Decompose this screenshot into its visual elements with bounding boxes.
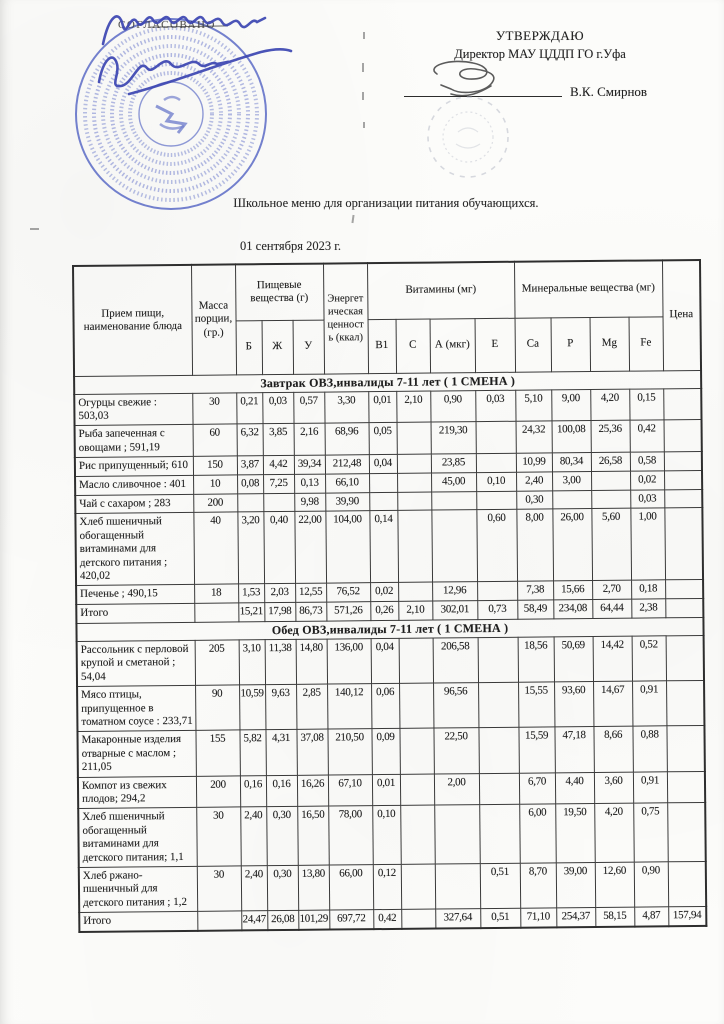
value-cell: 0,01 — [372, 774, 400, 806]
value-cell: 9,00 — [551, 389, 590, 421]
value-cell: 2,38 — [631, 599, 665, 618]
table-row — [78, 803, 706, 868]
value-cell: 0,42 — [373, 910, 401, 930]
value-cell: 0,57 — [293, 392, 324, 424]
col-header-vitamin-a: А (мкг) — [430, 318, 476, 372]
value-cell: 13,80 — [298, 865, 329, 911]
value-cell: 200 — [193, 494, 237, 513]
section-title: Завтрак ОВЗ,инвалиды 7-11 лет ( 1 СМЕНА ) — [74, 370, 701, 394]
table-row — [79, 861, 706, 912]
value-cell — [399, 683, 433, 729]
value-cell — [478, 682, 518, 728]
value-cell: 4,42 — [263, 456, 294, 475]
value-cell: 2,40 — [241, 866, 267, 911]
value-cell: 12,55 — [295, 583, 326, 602]
value-cell: 14,80 — [296, 639, 327, 685]
value-cell: 0,30 — [267, 865, 298, 911]
dish-name-cell: Хлеб ржано-пшеничный для детского питания ; 1,2 — [79, 866, 197, 912]
value-cell: 0,75 — [633, 803, 668, 862]
table-row — [77, 681, 704, 732]
value-cell: 40 — [193, 512, 238, 584]
value-cell: 0,04 — [371, 638, 399, 683]
value-cell: 58,49 — [517, 600, 553, 619]
value-cell: 24,47 — [241, 911, 267, 930]
value-cell: 155 — [195, 730, 239, 776]
table-row — [77, 635, 704, 686]
col-group-minerals: Минеральные вещества (мг) — [514, 260, 663, 317]
value-cell: 93,60 — [554, 682, 593, 728]
value-cell: 697,72 — [329, 910, 373, 930]
value-cell — [664, 508, 703, 580]
value-cell — [666, 681, 704, 727]
value-cell — [399, 728, 433, 774]
scan-speck — [363, 122, 365, 128]
col-header-phosphorus: P — [551, 317, 591, 371]
value-cell: 0,26 — [370, 602, 398, 621]
value-cell: 2,00 — [434, 773, 479, 805]
value-cell: 9,63 — [265, 684, 296, 730]
faint-round-stamp-icon — [422, 92, 514, 184]
value-cell: 16,26 — [297, 775, 328, 807]
value-cell: 9,98 — [294, 493, 325, 512]
value-cell — [477, 582, 517, 601]
value-cell: 150 — [193, 456, 237, 475]
col-header-vitamin-c: С — [396, 319, 431, 373]
value-cell: 0,88 — [633, 726, 667, 772]
dish-name-cell: Хлеб пшеничный обогащенный витаминами для детского питания; 1,1 — [78, 808, 197, 868]
value-cell: 10,99 — [516, 453, 552, 472]
dish-name-cell: Итого — [79, 912, 197, 932]
value-cell: 205 — [195, 640, 239, 686]
col-header-iron: Fe — [629, 316, 664, 370]
value-cell: 25,36 — [591, 420, 630, 452]
value-cell: 15,55 — [518, 682, 554, 728]
dish-name-cell: Итого — [76, 603, 194, 623]
value-cell — [435, 864, 480, 910]
value-cell — [397, 510, 432, 582]
value-cell: 8,70 — [520, 863, 556, 909]
value-cell — [263, 493, 294, 512]
value-cell — [664, 452, 702, 471]
value-cell: 2,85 — [296, 684, 327, 730]
value-cell: 4,20 — [590, 389, 629, 421]
value-cell: 7,38 — [517, 581, 553, 600]
value-cell: 2,03 — [264, 584, 295, 603]
col-header-magnesium: Mg — [590, 317, 630, 371]
value-cell: 0,02 — [630, 471, 664, 490]
value-cell: 140,12 — [327, 684, 371, 730]
dish-name-cell: Рис припущенный; 610 — [75, 456, 193, 476]
value-cell: 219,30 — [431, 422, 476, 454]
section-title: Обед ОВЗ,инвалиды 7-11 лет ( 1 СМЕНА ) — [76, 617, 703, 641]
value-cell: 80,34 — [552, 453, 591, 472]
table-row — [77, 726, 704, 777]
value-cell — [401, 864, 435, 910]
value-cell: 101,29 — [298, 910, 329, 930]
value-cell: 7,25 — [263, 474, 294, 493]
value-cell: 76,52 — [326, 583, 370, 602]
value-cell: 0,01 — [368, 391, 396, 423]
value-cell: 18,56 — [518, 637, 554, 683]
value-cell — [591, 490, 630, 509]
col-header-meal: Прием пищи, наименование блюда — [73, 265, 192, 376]
value-cell — [431, 491, 476, 510]
value-cell: 210,50 — [327, 729, 371, 775]
value-cell — [400, 774, 434, 806]
value-cell: 11,38 — [265, 639, 296, 685]
value-cell: 0,51 — [480, 863, 520, 909]
approve-director-line: Директор МАУ ЦДДП ГО г.Уфа — [454, 47, 626, 61]
value-cell: 17,98 — [264, 603, 295, 622]
value-cell: 23,85 — [431, 454, 476, 473]
value-cell: 0,58 — [630, 452, 664, 471]
value-cell — [398, 582, 432, 601]
value-cell: 212,48 — [325, 455, 369, 474]
value-cell — [667, 726, 705, 772]
value-cell — [663, 388, 701, 420]
value-cell: 60 — [193, 424, 237, 456]
value-cell — [434, 805, 480, 864]
col-header-mass: Масса порции, (гр.) — [191, 264, 236, 374]
value-cell: 12,60 — [595, 862, 634, 908]
value-cell — [479, 773, 519, 805]
value-cell: 0,02 — [370, 583, 398, 602]
col-header-energy: Энергетическая ценность (ккал) — [323, 263, 368, 373]
value-cell: 39,00 — [556, 863, 595, 909]
value-cell — [401, 909, 435, 929]
value-cell: 3,20 — [237, 512, 264, 584]
scan-speck — [362, 63, 364, 72]
dish-name-cell: Хлеб пшеничный обогащенный витаминами для детского питания ; 420,02 — [75, 513, 194, 586]
value-cell: 5,60 — [591, 509, 631, 581]
menu-table — [72, 259, 707, 933]
value-cell: 254,37 — [556, 908, 595, 928]
value-cell — [664, 489, 702, 508]
value-cell: 2,40 — [516, 472, 552, 491]
dish-name-cell: Огурцы свежие : 503,03 — [74, 393, 192, 426]
value-cell: 26,08 — [267, 911, 298, 931]
value-cell: 0,10 — [372, 806, 401, 865]
value-cell: 5,10 — [515, 389, 551, 421]
value-cell — [369, 473, 397, 492]
value-cell: 3,87 — [237, 456, 263, 475]
value-cell: 6,32 — [237, 424, 263, 456]
document-title: Школьное меню для организации питания обучающихся. — [233, 196, 539, 210]
value-cell: 8,66 — [594, 726, 633, 772]
value-cell: 26,00 — [552, 509, 592, 581]
value-cell: 66,00 — [329, 865, 373, 911]
menu-table-wrap — [72, 259, 706, 933]
value-cell: 136,00 — [327, 639, 371, 685]
value-cell: 16,50 — [297, 806, 329, 865]
value-cell — [552, 490, 591, 509]
value-cell: 2,10 — [398, 601, 432, 620]
value-cell: 0,06 — [371, 684, 399, 729]
dish-name-cell: Компот из свежих плодов; 294,2 — [78, 776, 196, 809]
value-cell: 14,42 — [593, 636, 632, 682]
value-cell: 3,00 — [552, 471, 591, 490]
value-cell: 0,13 — [294, 474, 325, 493]
dish-name-cell: Рассольник с перловой крупой и сметаной ; 54,04 — [77, 640, 195, 686]
scan-speck — [30, 228, 39, 230]
agreed-label: СОГЛАСОВАНО — [118, 19, 216, 31]
value-cell: 6,00 — [519, 804, 556, 863]
value-cell: 0,09 — [371, 729, 399, 774]
value-cell: 22,50 — [433, 728, 478, 774]
value-cell: 0,73 — [477, 600, 517, 619]
value-cell: 14,67 — [593, 681, 632, 727]
value-cell: 64,44 — [592, 599, 631, 618]
dish-name-cell: Рыба запеченная с овощами ; 591,19 — [75, 425, 193, 458]
value-cell: 4,31 — [265, 730, 296, 776]
col-header-fat: Ж — [262, 320, 294, 374]
col-header-protein: Б — [236, 320, 263, 374]
value-cell: 18 — [194, 584, 238, 603]
menu-table-body — [74, 370, 706, 932]
value-cell: 2,16 — [294, 423, 325, 455]
signer-name: В.К. Смирнов — [570, 84, 648, 99]
value-cell: 50,69 — [554, 636, 593, 682]
value-cell: 66,10 — [325, 474, 369, 493]
value-cell: 1,00 — [630, 508, 665, 580]
value-cell: 15,66 — [553, 581, 592, 600]
value-cell: 2,40 — [240, 807, 267, 866]
value-cell: 39,34 — [294, 455, 325, 474]
value-cell — [399, 638, 433, 684]
value-cell — [397, 454, 431, 473]
value-cell: 100,08 — [552, 421, 591, 453]
col-header-carbs: У — [293, 320, 325, 374]
value-cell: 0,04 — [369, 455, 397, 474]
value-cell: 2,10 — [396, 391, 430, 423]
value-cell: 0,91 — [633, 771, 667, 803]
value-cell: 0,91 — [632, 681, 666, 727]
scan-speck — [362, 92, 364, 100]
value-cell: 8,00 — [516, 509, 553, 581]
value-cell: 327,64 — [435, 909, 480, 929]
approve-label: УТВЕРЖДАЮ — [495, 28, 585, 43]
value-cell: 571,26 — [326, 602, 370, 621]
value-cell — [665, 599, 703, 618]
scan-speck — [363, 32, 365, 39]
value-cell: 3,10 — [239, 640, 265, 685]
value-cell: 0,03 — [475, 390, 515, 422]
value-cell — [478, 637, 518, 683]
value-cell: 0,30 — [266, 807, 298, 866]
value-cell: 0,15 — [629, 388, 663, 420]
dish-name-cell: Мясо птицы, припущенное в томатном соусе : 233,71 — [77, 685, 195, 731]
value-cell: 68,96 — [325, 423, 369, 455]
value-cell — [369, 492, 397, 511]
value-cell: 0,08 — [237, 475, 263, 494]
value-cell: 0,16 — [240, 775, 266, 807]
value-cell: 39,90 — [325, 492, 369, 511]
value-cell: 0,90 — [430, 390, 475, 422]
value-cell: 0,90 — [634, 862, 668, 908]
value-cell: 2,70 — [592, 581, 631, 600]
value-cell: 10 — [193, 475, 237, 494]
value-cell: 30 — [196, 807, 241, 866]
document-date: 01 сентября 2023 г. — [240, 239, 342, 253]
scan-speck — [351, 215, 354, 223]
value-cell: 0,60 — [476, 510, 517, 582]
value-cell: 26,58 — [591, 452, 630, 471]
col-header-vitamin-b1: В1 — [368, 319, 397, 373]
value-cell: 104,00 — [325, 511, 370, 583]
value-cell: 206,58 — [433, 638, 478, 684]
value-cell: 22,00 — [294, 511, 326, 583]
value-cell — [667, 771, 705, 803]
col-header-calcium: Ca — [515, 317, 552, 371]
value-cell: 19,50 — [555, 804, 595, 863]
value-cell: 0,42 — [630, 420, 664, 452]
value-cell: 0,40 — [263, 512, 295, 584]
value-cell — [431, 510, 477, 582]
value-cell: 302,01 — [432, 601, 477, 620]
value-cell — [668, 861, 706, 907]
value-cell: 3,85 — [263, 424, 294, 456]
value-cell: 6,70 — [519, 772, 555, 804]
value-cell — [397, 422, 431, 454]
handwritten-signature-icon — [95, 0, 305, 110]
value-cell: 90 — [195, 685, 239, 731]
value-cell: 12,96 — [432, 582, 477, 601]
value-cell: 0,51 — [480, 908, 520, 928]
value-cell: 47,18 — [555, 727, 594, 773]
dish-name-cell: Чай с сахаром ; 283 — [75, 494, 193, 514]
value-cell: 0,10 — [476, 472, 516, 491]
value-cell: 4,87 — [634, 907, 668, 927]
value-cell: 234,08 — [553, 600, 592, 619]
dish-name-cell: Масло сливочное : 401 — [75, 475, 193, 495]
value-cell: 0,52 — [632, 636, 666, 682]
value-cell: 15,59 — [519, 727, 555, 773]
value-cell: 0,16 — [266, 775, 297, 807]
dish-name-cell: Печенье ; 490,15 — [76, 585, 194, 605]
value-cell: 86,73 — [295, 602, 326, 621]
value-cell — [666, 635, 704, 681]
value-cell — [476, 453, 516, 472]
value-cell — [400, 805, 435, 864]
value-cell: 4,40 — [555, 772, 594, 804]
table-row — [75, 508, 703, 586]
value-cell: 0,05 — [369, 423, 397, 455]
value-cell: 0,21 — [236, 392, 262, 424]
value-cell — [479, 805, 520, 864]
value-cell — [397, 492, 431, 511]
value-cell: 0,12 — [373, 864, 401, 909]
value-cell: 1,53 — [238, 584, 264, 603]
value-cell: 78,00 — [328, 806, 373, 865]
value-cell: 0,18 — [631, 580, 665, 599]
value-cell — [478, 728, 518, 774]
value-cell: 200 — [196, 775, 240, 807]
value-cell: 157,94 — [668, 907, 706, 927]
value-cell: 71,10 — [520, 908, 556, 928]
value-cell: 3,60 — [594, 772, 633, 804]
value-cell: 5,82 — [239, 730, 265, 775]
value-cell — [665, 580, 703, 599]
value-cell: 0,03 — [262, 392, 293, 424]
value-cell: 0,03 — [630, 489, 664, 508]
value-cell — [667, 803, 706, 862]
value-cell: 67,10 — [328, 774, 372, 806]
value-cell — [664, 420, 702, 452]
value-cell — [197, 911, 241, 931]
value-cell — [397, 473, 431, 492]
value-cell: 24,32 — [516, 421, 552, 453]
value-cell: 30 — [192, 392, 236, 424]
value-cell — [476, 491, 516, 510]
value-cell: 30 — [197, 866, 241, 912]
value-cell: 0,14 — [369, 511, 398, 583]
col-header-price: Цена — [662, 260, 701, 370]
value-cell: 0,30 — [516, 491, 552, 510]
value-cell: 58,15 — [595, 907, 634, 927]
value-cell: 96,56 — [433, 683, 478, 729]
value-cell — [237, 493, 263, 512]
col-group-vitamins: Витамины (мг) — [367, 262, 515, 319]
value-cell: 3,30 — [324, 391, 368, 423]
value-cell: 45,00 — [431, 473, 476, 492]
value-cell — [591, 471, 630, 490]
value-cell — [476, 422, 516, 454]
col-group-nutrients: Пищевые вещества (г) — [235, 264, 324, 321]
value-cell: 4,20 — [594, 804, 634, 863]
value-cell: 15,21 — [238, 603, 264, 622]
col-header-vitamin-e: Е — [475, 318, 516, 372]
value-cell: 10,59 — [239, 685, 265, 730]
value-cell: 37,08 — [296, 729, 327, 775]
dish-name-cell: Макаронные изделия отварные с маслом ; 211,05 — [77, 731, 195, 777]
value-cell — [194, 603, 238, 622]
value-cell — [664, 470, 702, 489]
